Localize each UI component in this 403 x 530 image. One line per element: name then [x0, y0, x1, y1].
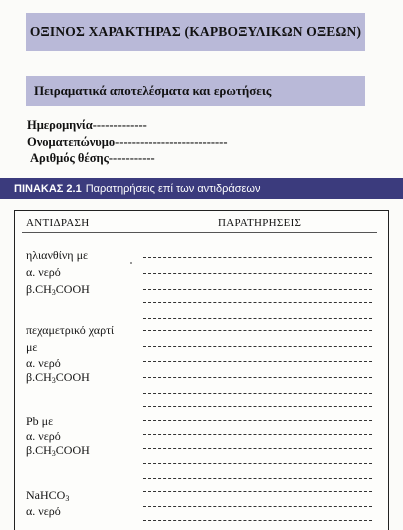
observation-line: [143, 491, 372, 492]
student-info: [27, 117, 228, 167]
table-caption: Παρατηρήσεις επί των αντιδράσεων: [85, 182, 261, 195]
formula-text: COOH: [55, 443, 90, 457]
observation-line: [143, 346, 372, 347]
date-field: Ημερομηνία-------------: [27, 118, 147, 132]
observation-line: [143, 302, 372, 303]
observation-line: [143, 257, 372, 258]
reaction-label: α. νερό: [26, 504, 61, 518]
observation-line: [143, 393, 372, 394]
reaction-label: ηλιανθίνη με: [26, 248, 89, 262]
reaction-label: Pb με: [26, 414, 54, 428]
column-header-reaction: ΑΝΤΙΔΡΑΣΗ: [26, 217, 90, 229]
reaction-formula: [26, 443, 90, 461]
observation-line: [143, 448, 372, 449]
formula-subscript: 3: [65, 494, 70, 503]
table-caption-bar: [0, 178, 403, 199]
column-header-observations: ΠΑΡΑΤΗΡΗΣΕΙΣ: [218, 217, 302, 229]
formula-subscript: 3: [51, 288, 56, 297]
reaction-formula: [26, 370, 90, 388]
formula-text: COOH: [55, 282, 90, 296]
formula-text: NaHCO: [26, 488, 66, 502]
observation-line: [143, 289, 372, 290]
reaction-label: α. νερό: [26, 356, 61, 370]
observation-line: [143, 377, 372, 378]
formula-subscript: 3: [51, 376, 56, 385]
observation-line: [143, 478, 372, 479]
formula-text: COOH: [55, 370, 90, 384]
observation-line: [143, 318, 372, 319]
formula-text: β.CH: [26, 443, 52, 457]
stray-dot: [130, 262, 132, 264]
observation-line: [143, 463, 372, 464]
header-divider: [22, 232, 377, 233]
reaction-label: α. νερό: [26, 265, 61, 279]
observation-line: [143, 506, 372, 507]
observation-line: [143, 520, 372, 521]
observation-line: [143, 330, 372, 331]
reaction-label: με: [26, 340, 38, 354]
reaction-label: α. νερό: [26, 429, 61, 443]
observation-line: [143, 273, 372, 274]
table-number: ΠΙΝΑΚΑΣ 2.1: [14, 182, 82, 195]
observation-line: [143, 406, 372, 407]
name-field: Ονοματεπώνυμο---------------------------: [27, 134, 228, 149]
formula-text: β.CH: [26, 370, 52, 384]
observation-line: [143, 361, 372, 362]
observation-line: [143, 420, 372, 421]
observation-line: [143, 434, 372, 435]
formula-subscript: 3: [51, 449, 56, 458]
reaction-formula: [26, 282, 90, 300]
section-subtitle: Πειραματικά αποτελέσματα και ερωτήσεις: [26, 76, 365, 106]
formula-text: β.CH: [26, 282, 52, 296]
seat-field: Αριθμός θέσης-----------: [30, 151, 155, 165]
page-title: ΟΞΙΝΟΣ ΧΑΡΑΚΤΗΡΑΣ (ΚΑΡΒΟΞΥΛΙΚΩΝ ΟΞΕΩΝ): [26, 13, 365, 51]
reaction-label: πεχαμετρικό χαρτί: [26, 323, 115, 337]
